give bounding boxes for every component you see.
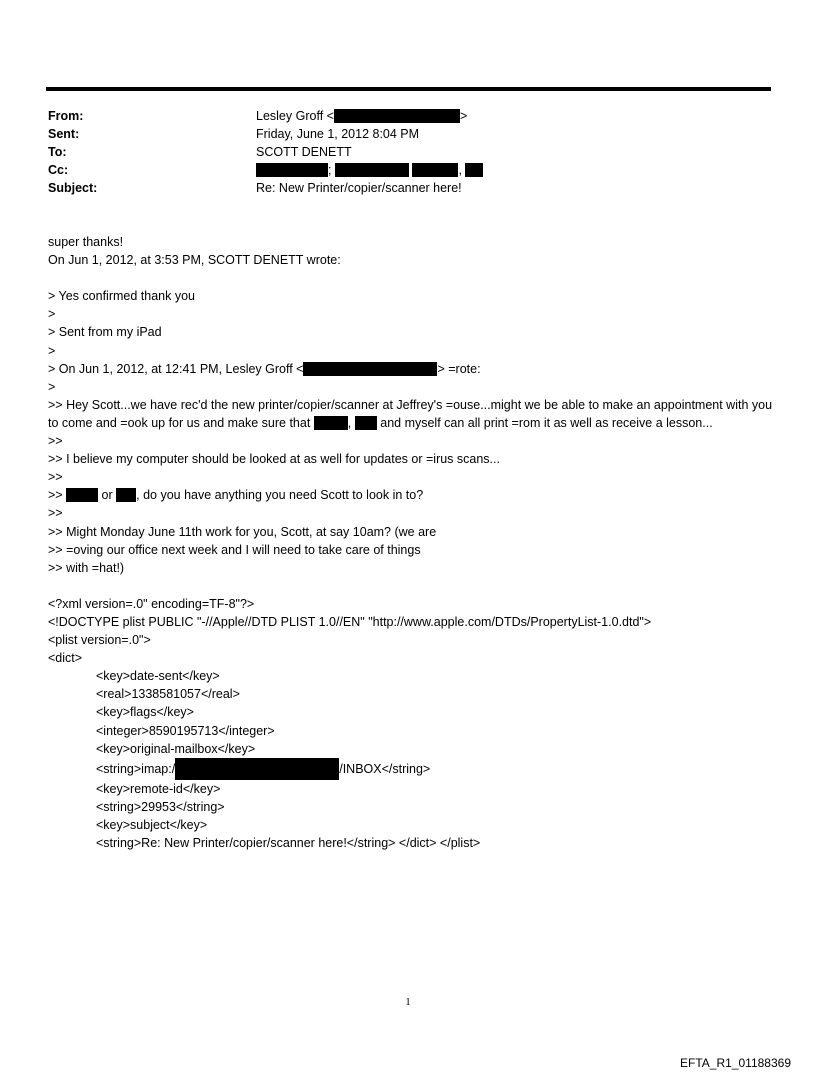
body-paragraph: >> Hey Scott...we have rec'd the new printer/copier/scanner at Jeffrey's =ouse...might we be able to make an appointment with you to come and =ook up for us and make sure that , and myself can all print =rom it as well as receive a lesson...	[48, 397, 773, 430]
redaction	[256, 163, 328, 177]
from-value: Lesley Groff < >	[256, 109, 468, 123]
blank-line	[48, 269, 778, 287]
redaction	[355, 416, 377, 430]
plist-line: <integer>8590195713</integer>	[96, 723, 275, 738]
redaction	[465, 163, 483, 177]
plist-line: <key>date-sent</key>	[96, 669, 220, 684]
sent-label: Sent:	[48, 127, 80, 141]
body-line: >	[48, 379, 56, 394]
plist-line: <key>flags</key>	[96, 705, 194, 720]
body-line: >> Might Monday June 11th work for you, Scott, at say 10am? (we are	[48, 524, 437, 539]
plist-line: <string>Re: New Printer/copier/scanner here!</string> </dict> </plist>	[96, 836, 481, 850]
plist-line: <!DOCTYPE plist PUBLIC "-//Apple//DTD PLIST 1.0//EN" "http://www.apple.com/DTDs/PropertyList-1.0.dtd">	[48, 614, 652, 629]
body-line: >	[48, 343, 56, 358]
redaction	[66, 488, 98, 502]
page-number: 1	[405, 996, 411, 1008]
document-id: EFTA_R1_01188369	[680, 1056, 791, 1070]
redaction	[303, 362, 437, 376]
subject-value: Re: New Printer/copier/scanner here!	[256, 181, 462, 195]
from-label: From:	[48, 109, 84, 123]
to-value: SCOTT DENETT	[256, 145, 352, 159]
body-line: >	[48, 307, 56, 322]
plist-line: <key>subject</key>	[96, 817, 208, 832]
plist-line: <key>remote-id</key>	[96, 781, 221, 796]
redaction	[116, 488, 136, 502]
email-body	[48, 233, 778, 852]
plist-line: <string>29953</string>	[96, 799, 225, 814]
blank-line	[48, 577, 778, 595]
body-line: On Jun 1, 2012, at 3:53 PM, SCOTT DENETT wrote:	[48, 253, 341, 268]
plist-line: <plist version=.0">	[48, 633, 151, 648]
body-line: >> =oving our office next week and I will need to take care of things	[48, 542, 421, 557]
body-line: >>	[48, 434, 63, 449]
redaction	[175, 758, 339, 780]
body-line: > On Jun 1, 2012, at 12:41 PM, Lesley Groff < > =rote:	[48, 361, 481, 376]
redaction	[314, 416, 348, 430]
sent-value: Friday, June 1, 2012 8:04 PM	[256, 127, 420, 141]
plist-line: <key>original-mailbox</key>	[96, 741, 256, 756]
redaction	[335, 163, 409, 177]
plist-line: <real>1338581057</real>	[96, 687, 240, 702]
plist-line: <?xml version=.0" encoding=TF-8"?>	[48, 596, 255, 611]
header-rule	[46, 87, 771, 91]
body-line: >>	[48, 470, 63, 485]
body-line: >> or , do you have anything you need Scott to look in to?	[48, 488, 424, 503]
body-line: >> with =hat!)	[48, 560, 125, 575]
body-line: > Sent from my iPad	[48, 325, 162, 340]
subject-label: Subject:	[48, 181, 98, 195]
to-label: To:	[48, 145, 67, 159]
body-line: > Yes confirmed thank you	[48, 289, 195, 304]
plist-line: <string>imap:/ /INBOX</string>	[48, 758, 778, 780]
cc-value: ; ,	[256, 161, 483, 179]
redaction	[412, 163, 458, 177]
body-line: >> I believe my computer should be looked at as well for updates or =irus scans...	[48, 452, 500, 467]
body-line: >>	[48, 506, 63, 521]
plist-line: <dict>	[48, 651, 83, 666]
cc-label: Cc:	[48, 163, 69, 177]
redaction	[334, 109, 460, 123]
body-line: super thanks!	[48, 235, 124, 249]
